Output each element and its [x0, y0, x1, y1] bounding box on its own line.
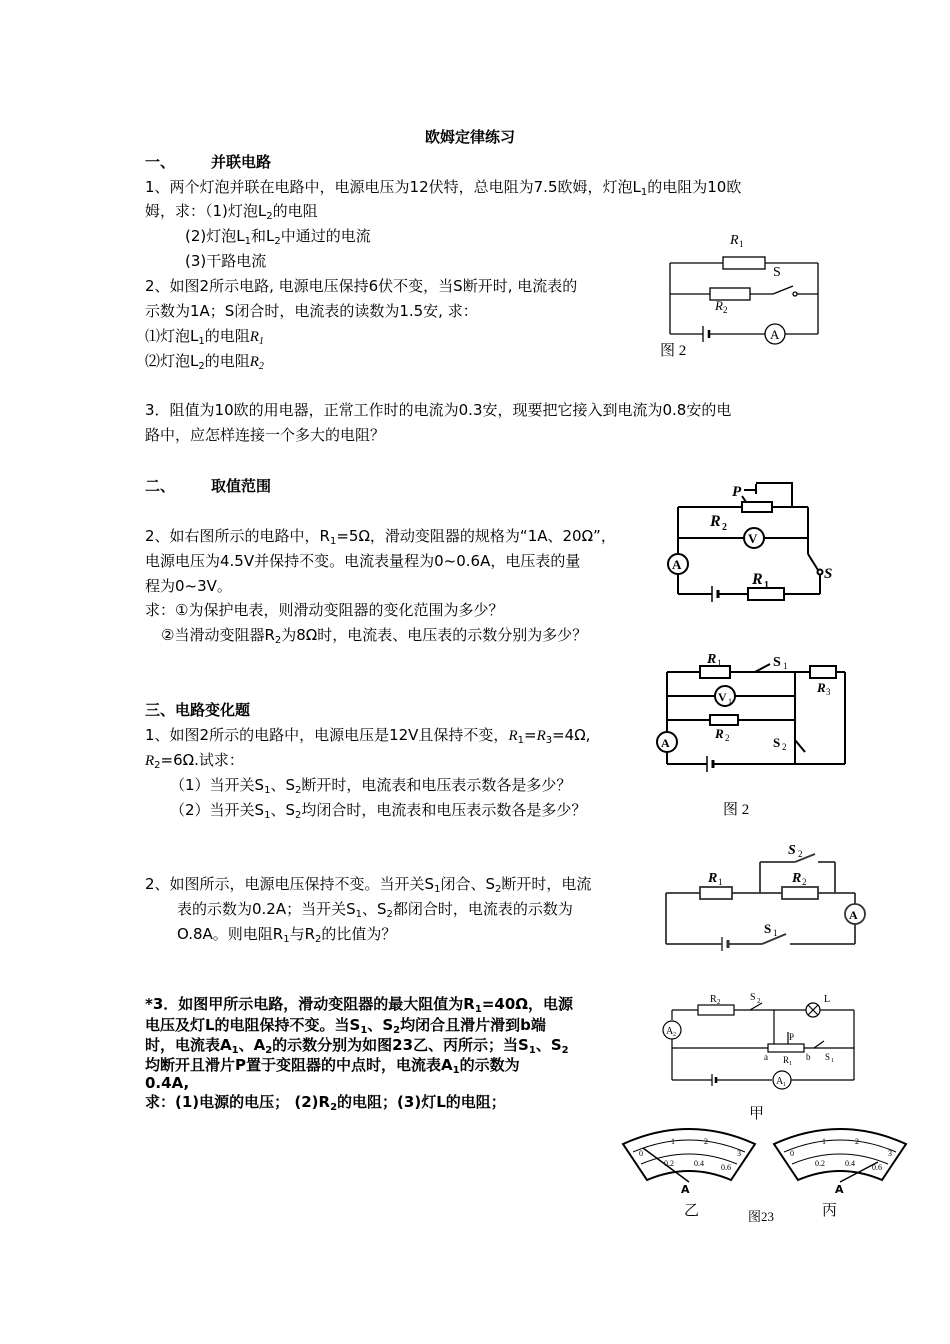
sec3-q3-line4: 均断开且滑片P置于变阻器的中点时，电流表$A_1$的示数为: [145, 1056, 520, 1076]
sec1-q3-line1: 3．阻值为10欧的用电器，正常工作时的电流为0.3安，现要把它接入到电流为0.8安的电: [145, 401, 732, 419]
svg-text:2: 2: [802, 877, 807, 887]
svg-text:1: 1: [728, 697, 732, 706]
svg-text:S: S: [824, 566, 833, 582]
sec3-q2-line1: 2、如图所示，电源电压保持不变。当开关$S_1$闭合、$S_2$断开时，电流: [145, 875, 592, 895]
page-title: 欧姆定律练习: [425, 128, 516, 146]
sec2-q-line2: 电源电压为4.5V并保持不变。电流表量程为0~0.6A，电压表的量: [145, 552, 581, 570]
section-1-number: 一、: [145, 153, 176, 171]
svg-text:A: A: [849, 908, 858, 922]
svg-text:L: L: [824, 994, 831, 1005]
svg-text:V: V: [718, 690, 727, 704]
sec1-q1-line3: (2)灯泡$L_1$和$L_2$中通过的电流: [185, 227, 371, 247]
svg-text:3: 3: [737, 1149, 741, 1158]
svg-text:S: S: [750, 992, 756, 1003]
ammeter-dial-yi: [619, 1122, 759, 1187]
switch-s: [808, 554, 818, 570]
svg-text:1: 1: [773, 928, 778, 938]
label-r2: R: [710, 513, 721, 530]
label-p: P: [732, 484, 742, 500]
svg-text:A: A: [666, 1026, 674, 1037]
sec3-q3-line6: 求：(1)电源的电压； $(2)R_2$的电阻；(3)灯L的电阻；: [145, 1093, 506, 1113]
sec3-q3-line1: *3．如图甲所示电路，滑动变阻器的最大阻值为$R_1=40\Omega$，电源: [145, 995, 574, 1015]
svg-text:S: S: [825, 1052, 831, 1062]
resistor-r2: [782, 887, 818, 899]
svg-text:R: R: [817, 680, 826, 695]
svg-text:V: V: [748, 531, 758, 546]
svg-text:0.6: 0.6: [872, 1163, 882, 1172]
svg-text:0.2: 0.2: [815, 1159, 825, 1168]
sec2-q-line4: 求：①为保护电表，则滑动变阻器的变化范围为多少？: [145, 601, 504, 619]
svg-text:1: 1: [717, 658, 722, 668]
svg-text:1: 1: [783, 1082, 786, 1088]
section-1-heading: 并联电路: [211, 153, 272, 171]
svg-text:2: 2: [782, 742, 787, 752]
section-3-heading: 三、电路变化题: [145, 701, 251, 719]
svg-text:2: 2: [798, 849, 803, 859]
resistor-r2: [698, 1005, 734, 1015]
svg-text:1: 1: [671, 1137, 675, 1146]
svg-text:1: 1: [831, 1058, 834, 1064]
switch-s1: [755, 664, 770, 672]
sec1-q1-line1: 1、两个灯泡并联在电路中，电源电压为12伏特，总电阻为7.5欧姆，灯泡$L_1$的电阻为10欧: [145, 178, 742, 198]
svg-text:R: R: [708, 871, 718, 886]
label-r1: R: [730, 233, 739, 248]
rheostat-r2: [742, 502, 772, 512]
svg-text:1: 1: [783, 661, 788, 671]
svg-text:3: 3: [826, 687, 831, 697]
sec3-q3-line2: 电压及灯L的电阻保持不变。当$S_1$、$S_2$均闭合且滑片滑到b端: [145, 1016, 546, 1036]
ammeter-dial-bing: [770, 1122, 910, 1187]
svg-text:2: 2: [757, 997, 761, 1005]
svg-text:R: R: [715, 726, 724, 741]
svg-text:R: R: [707, 652, 717, 667]
switch-s1: [814, 1041, 824, 1048]
meter-yi-unit: A: [681, 1183, 690, 1196]
sec2-q-line5: ②当滑动变阻器$R_2$为8Ω时，电流表、电压表的示数分别为多少？: [161, 626, 588, 646]
svg-text:R: R: [792, 871, 802, 886]
sec1-q2-line4: ⑵灯泡$L_2$的电阻$R_2$: [145, 352, 264, 372]
svg-text:S: S: [764, 921, 772, 936]
section-2-number: 二、: [145, 477, 176, 495]
section-2-heading: 取值范围: [211, 477, 272, 495]
sec1-q2-line3: ⑴灯泡$L_1$的电阻$R_1$: [145, 327, 264, 347]
fig2-caption: 图 2: [660, 343, 687, 359]
resistor-r1: [723, 257, 765, 269]
svg-text:S: S: [788, 843, 796, 858]
label-r1: R: [752, 571, 763, 588]
svg-text:2: 2: [717, 998, 721, 1006]
label-switch-s: S: [773, 265, 781, 280]
sec3-q1-line4: （2）当开关$S_1$、$S_2$均闭合时，电流表和电压表示数各是多少？: [170, 801, 587, 821]
svg-text:0.4: 0.4: [694, 1159, 704, 1168]
svg-text:1: 1: [764, 580, 769, 591]
label-r2: R: [715, 298, 723, 313]
circuit-diagram-range: [660, 478, 840, 608]
sec2-q-line1: 2、如右图所示的电路中，$R_1=5\Omega$，滑动变阻器的规格为“1A、20Ω”，: [145, 527, 616, 547]
svg-text:2: 2: [722, 522, 727, 533]
fig-bing-caption: 丙: [822, 1203, 838, 1219]
circuit-diagram-fig2-change: [655, 652, 855, 772]
svg-text:1: 1: [789, 1061, 792, 1067]
resistor-r1: [700, 666, 730, 678]
sec1-q3-line2: 路中，应怎样连接一个多大的电阻？: [145, 426, 386, 444]
sec3-q1-line3: （1）当开关$S_1$、$S_2$断开时，电流表和电压表示数各是多少？: [170, 776, 572, 796]
sec1-q2-line1: 2、如图2所示电路, 电源电压保持6伏不变，当S断开时, 电流表的: [145, 277, 578, 295]
sec3-q3-line5: 0.4A,: [145, 1074, 190, 1092]
svg-text:b: b: [806, 1052, 811, 1062]
svg-text:0: 0: [639, 1149, 643, 1158]
svg-text:A: A: [661, 736, 670, 750]
switch-s: [773, 286, 793, 294]
meter-bing-unit: A: [835, 1183, 844, 1196]
svg-text:0: 0: [790, 1149, 794, 1158]
sec1-q1-line4: (3)干路电流: [185, 252, 267, 270]
sec3-q3-line3: 时，电流表$A_1$、$A_2$的示数分别为如图23乙、丙所示；当$S_1$、$S_2$: [145, 1036, 569, 1056]
rheostat-r1: [768, 1044, 804, 1052]
svg-text:0.6: 0.6: [721, 1163, 731, 1172]
circuit-diagram-jia: [658, 990, 863, 1090]
svg-text:2: 2: [673, 1032, 676, 1038]
fig-23-caption: 图23: [748, 1209, 775, 1224]
sec3-q2-line2: 表的示数为0.2A；当开关$S_1$、$S_2$都闭合时，电流表的示数为: [177, 900, 573, 920]
svg-text:R: R: [710, 994, 717, 1005]
svg-text:0.4: 0.4: [845, 1159, 855, 1168]
svg-text:A: A: [672, 557, 682, 572]
sec3-q1-line1: 1、如图2所示的电路中，电源电压是12V且保持不变，$R_1=R_3=4\Omega$,: [145, 726, 591, 746]
svg-text:1: 1: [718, 877, 723, 887]
sec3-q2-line3: O.8A。则电阻$R_1$与$R_2$的比值为？: [177, 925, 397, 945]
resistor-r1: [700, 887, 732, 899]
sec2-q-line3: 程为0~3V。: [145, 577, 232, 595]
svg-text:2: 2: [723, 305, 728, 315]
svg-text:2: 2: [704, 1137, 708, 1146]
svg-text:S: S: [773, 655, 781, 670]
fig2-change-caption: 图 2: [723, 802, 750, 818]
resistor-r3: [810, 666, 836, 678]
svg-text:S: S: [773, 735, 781, 750]
svg-text:3: 3: [888, 1149, 892, 1158]
svg-text:2: 2: [725, 733, 730, 743]
svg-text:1: 1: [739, 239, 744, 249]
svg-text:R: R: [783, 1055, 790, 1065]
svg-text:1: 1: [822, 1137, 826, 1146]
svg-text:A: A: [770, 327, 780, 342]
fig-yi-caption: 乙: [684, 1203, 700, 1219]
sec3-q1-line2: $R_2=6\Omega$.试求：: [145, 751, 244, 771]
svg-text:P: P: [789, 1032, 795, 1042]
sec1-q1-line2: 姆，求：（1)灯泡$L_2$的电阻: [145, 202, 318, 222]
sec1-q2-line2: 示数为1A；S闭合时，电流表的读数为1.5安, 求：: [145, 302, 478, 320]
resistor-r2: [710, 715, 738, 725]
svg-text:2: 2: [855, 1137, 859, 1146]
svg-text:A: A: [776, 1076, 784, 1087]
switch-s2: [795, 740, 805, 752]
svg-text:a: a: [764, 1052, 768, 1062]
circuit-diagram-ratio: [660, 836, 875, 956]
svg-text:0.2: 0.2: [664, 1159, 674, 1168]
fig-jia-caption: 甲: [749, 1106, 765, 1122]
